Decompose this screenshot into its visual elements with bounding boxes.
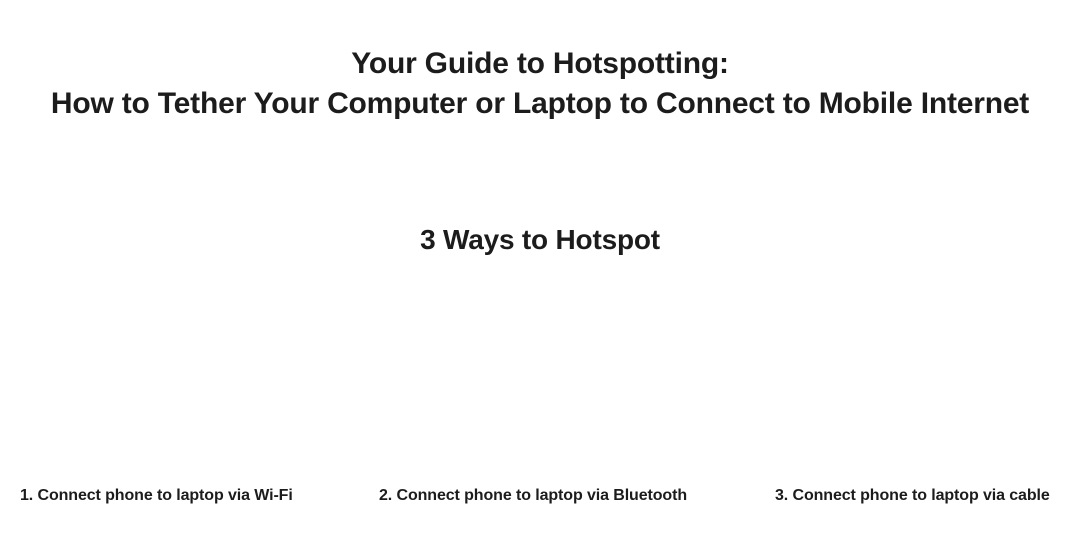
- section-heading: 3 Ways to Hotspot: [420, 224, 660, 255]
- caption-wifi: 1. Connect phone to laptop via Wi-Fi: [20, 487, 293, 504]
- title-line-primary: Your Guide to Hotspotting:: [351, 47, 729, 80]
- title-line-secondary: How to Tether Your Computer or Laptop to Connect to Mobile Internet: [50, 87, 1030, 120]
- page-title: [0, 44, 1080, 124]
- caption-row: [0, 487, 1080, 517]
- caption-cable: 3. Connect phone to laptop via cable: [775, 487, 1050, 504]
- caption-bluetooth: 2. Connect phone to laptop via Bluetooth: [379, 487, 687, 504]
